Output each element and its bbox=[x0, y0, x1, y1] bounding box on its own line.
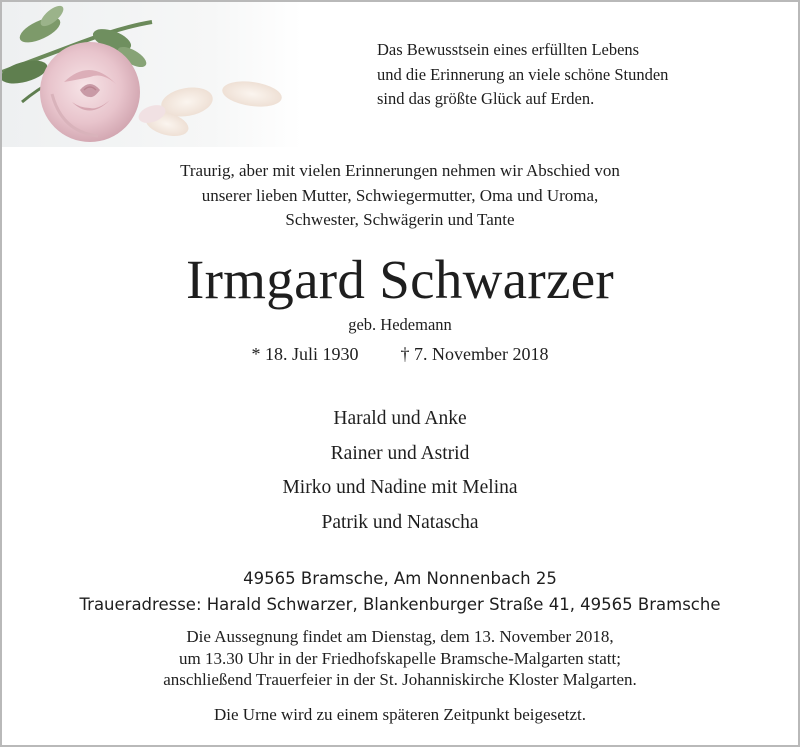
family-member: Rainer und Astrid bbox=[330, 442, 470, 464]
family-member: Patrik und Natascha bbox=[321, 511, 479, 533]
family-list bbox=[2, 402, 798, 540]
birth-date: * 18. Juli 1930 bbox=[251, 344, 359, 364]
service-line: Die Aussegnung findet am Dienstag, dem 13. November 2018, bbox=[186, 627, 614, 646]
quote-line: sind das größte Glück auf Erden. bbox=[377, 89, 595, 108]
life-dates bbox=[2, 343, 798, 365]
rose-icon bbox=[2, 2, 302, 147]
quote bbox=[377, 38, 777, 112]
intro-line: Traurig, aber mit vielen Erinnerungen nehmen wir Abschied von bbox=[180, 161, 620, 180]
service-line: um 13.30 Uhr in der Friedhofskapelle Bramsche-Malgarten statt; bbox=[179, 648, 621, 668]
quote-line: Das Bewusstsein eines erfüllten Lebens bbox=[377, 40, 640, 59]
intro-line: unserer lieben Mutter, Schwiegermutter, Oma und Uroma, bbox=[201, 185, 599, 205]
intro-line: Schwester, Schwägerin und Tante bbox=[285, 210, 515, 229]
deceased-name: Irmgard Schwarzer bbox=[185, 249, 615, 310]
home-address: 49565 Bramsche, Am Nonnenbach 25 bbox=[243, 569, 557, 588]
family-member: Mirko und Nadine mit Melina bbox=[282, 477, 518, 498]
birth-name: geb. Hedemann bbox=[348, 315, 452, 334]
urn-note: Die Urne wird zu einem späteren Zeitpunkt beigesetzt. bbox=[214, 705, 586, 724]
death-date: † 7. November 2018 bbox=[400, 344, 549, 364]
family-member: Harald und Anke bbox=[333, 408, 467, 429]
service-line: anschließend Trauerfeier in der St. Johanniskirche Kloster Malgarten. bbox=[163, 670, 637, 689]
service-info bbox=[2, 626, 798, 691]
intro-text bbox=[2, 159, 798, 233]
rose-image bbox=[2, 2, 302, 147]
mourning-address: Traueradresse: Harald Schwarzer, Blankenburger Straße 41, 49565 Bramsche bbox=[79, 595, 721, 614]
quote-line: und die Erinnerung an viele schöne Stunden bbox=[377, 64, 669, 84]
address-block bbox=[2, 566, 798, 618]
